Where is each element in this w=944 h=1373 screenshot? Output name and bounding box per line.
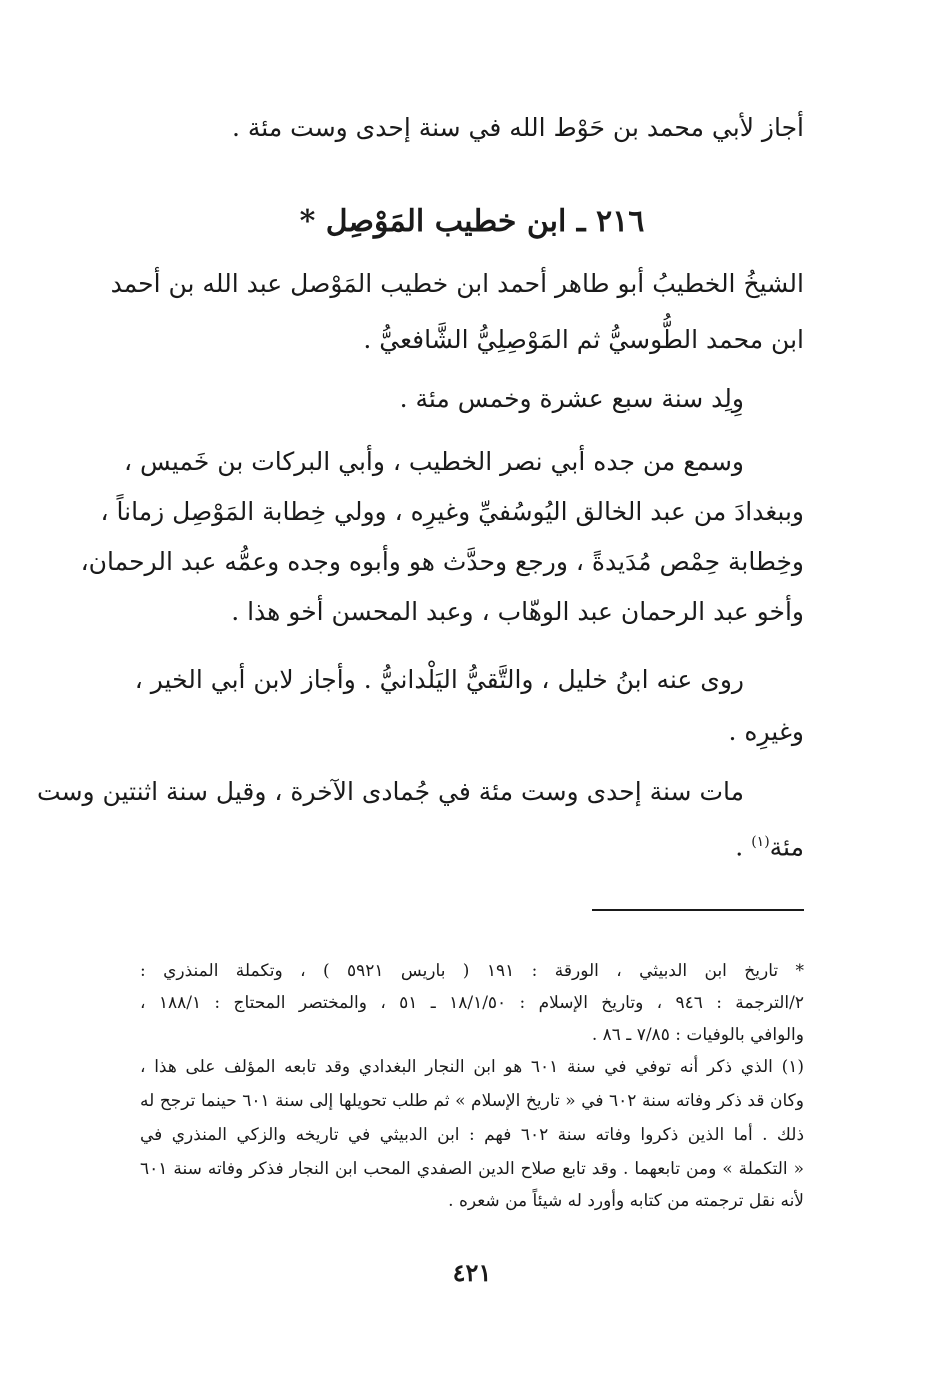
intro-line: أجاز لأبي محمد بن حَوْط الله في سنة إحدى وست مئة .	[231, 113, 804, 142]
footnote-line: والوافي بالوفيات : ٧/٨٥ ـ ٨٦ .	[591, 1025, 804, 1045]
footnote-separator	[592, 909, 804, 911]
paragraph-line: وببغدادَ من عبد الخالق اليُوسُفيِّ وغيرِه ، وولي خِطابة المَوْصِل زماناً ،	[100, 497, 804, 526]
paragraph-text: مئة	[769, 832, 804, 862]
paragraph-text: .	[735, 832, 752, 862]
footnote-line: ذلك . أما الذين ذكروا وفاته سنة ٦٠٢ فهم : ابن الدبيثي في تاريخه والزكي المنذري في	[140, 1125, 805, 1145]
paragraph-line: وسمع من جده أبي نصر الخطيب ، وأبي البركات بن خَميس ،	[124, 447, 744, 476]
footnote-line: وكان قد ذكر وفاته سنة ٦٠٢ في « تاريخ الإسلام » ثم طلب تحويلها إلى سنة ٦٠١ حينما ترجح له	[140, 1091, 804, 1111]
paragraph-line	[140, 822, 804, 867]
paragraph-line: روى عنه ابنُ خليل ، والتَّقيُّ اليَلْدانيُّ . وأجاز لابن أبي الخير ،	[134, 665, 744, 694]
page-number: ٤٢١	[452, 1258, 492, 1287]
entry-heading: ٢١٦ ـ ابن خطيب المَوْصِل *	[299, 204, 645, 239]
footnote-line: (١) الذي ذكر أنه توفي في سنة ٦٠١ هو ابن النجار البغدادي وقد تابعه المؤلف على هذا ،	[140, 1057, 804, 1077]
footnote-line: ٢/الترجمة : ٩٤٦ ، وتاريخ الإسلام : ١٨/١/٥٠ ـ ٥١ ، والمختصر المحتاج : ١٨٨/١ ،	[140, 993, 804, 1013]
footnote-reference: (١)	[751, 834, 770, 850]
paragraph-line: ابن محمد الطُّوسيُّ ثم المَوْصِلِيُّ الشَّافعيُّ .	[363, 325, 804, 354]
paragraph-line: الشيخُ الخطيبُ أبو طاهر أحمد ابن خطيب المَوْصل عبد الله بن أحمد	[110, 269, 804, 298]
paragraph-line: وأخو عبد الرحمان عبد الوهّاب ، وعبد المحسن أخو هذا .	[231, 597, 804, 626]
paragraph-line: مات سنة إحدى وست مئة في جُمادى الآخرة ، وقيل سنة اثنتين وست	[37, 777, 744, 806]
paragraph-line: وخِطابة حِمْص مُدَيدةً ، ورجع وحدَّث هو وأبوه وجده وعمُّه عبد الرحمان،	[80, 547, 804, 576]
paragraph-line: وغيرِه .	[728, 717, 804, 746]
paragraph-line: وِلِد سنة سبع عشرة وخمس مئة .	[399, 384, 744, 413]
footnote-line: * تاريخ ابن الدبيثي ، الورقة : ١٩١ ( باريس ٥٩٢١ ) ، وتكملة المنذري :	[140, 961, 805, 981]
footnote-line: « التكملة » ومن تابعهما . وقد تابع صلاح الدين الصفدي المحب ابن النجار فذكر وفاته سنة ٦٠١	[140, 1159, 804, 1179]
footnote-line: لأنه نقل ترجمته من كتابه وأورد له شيئاً من شعره .	[448, 1191, 804, 1211]
